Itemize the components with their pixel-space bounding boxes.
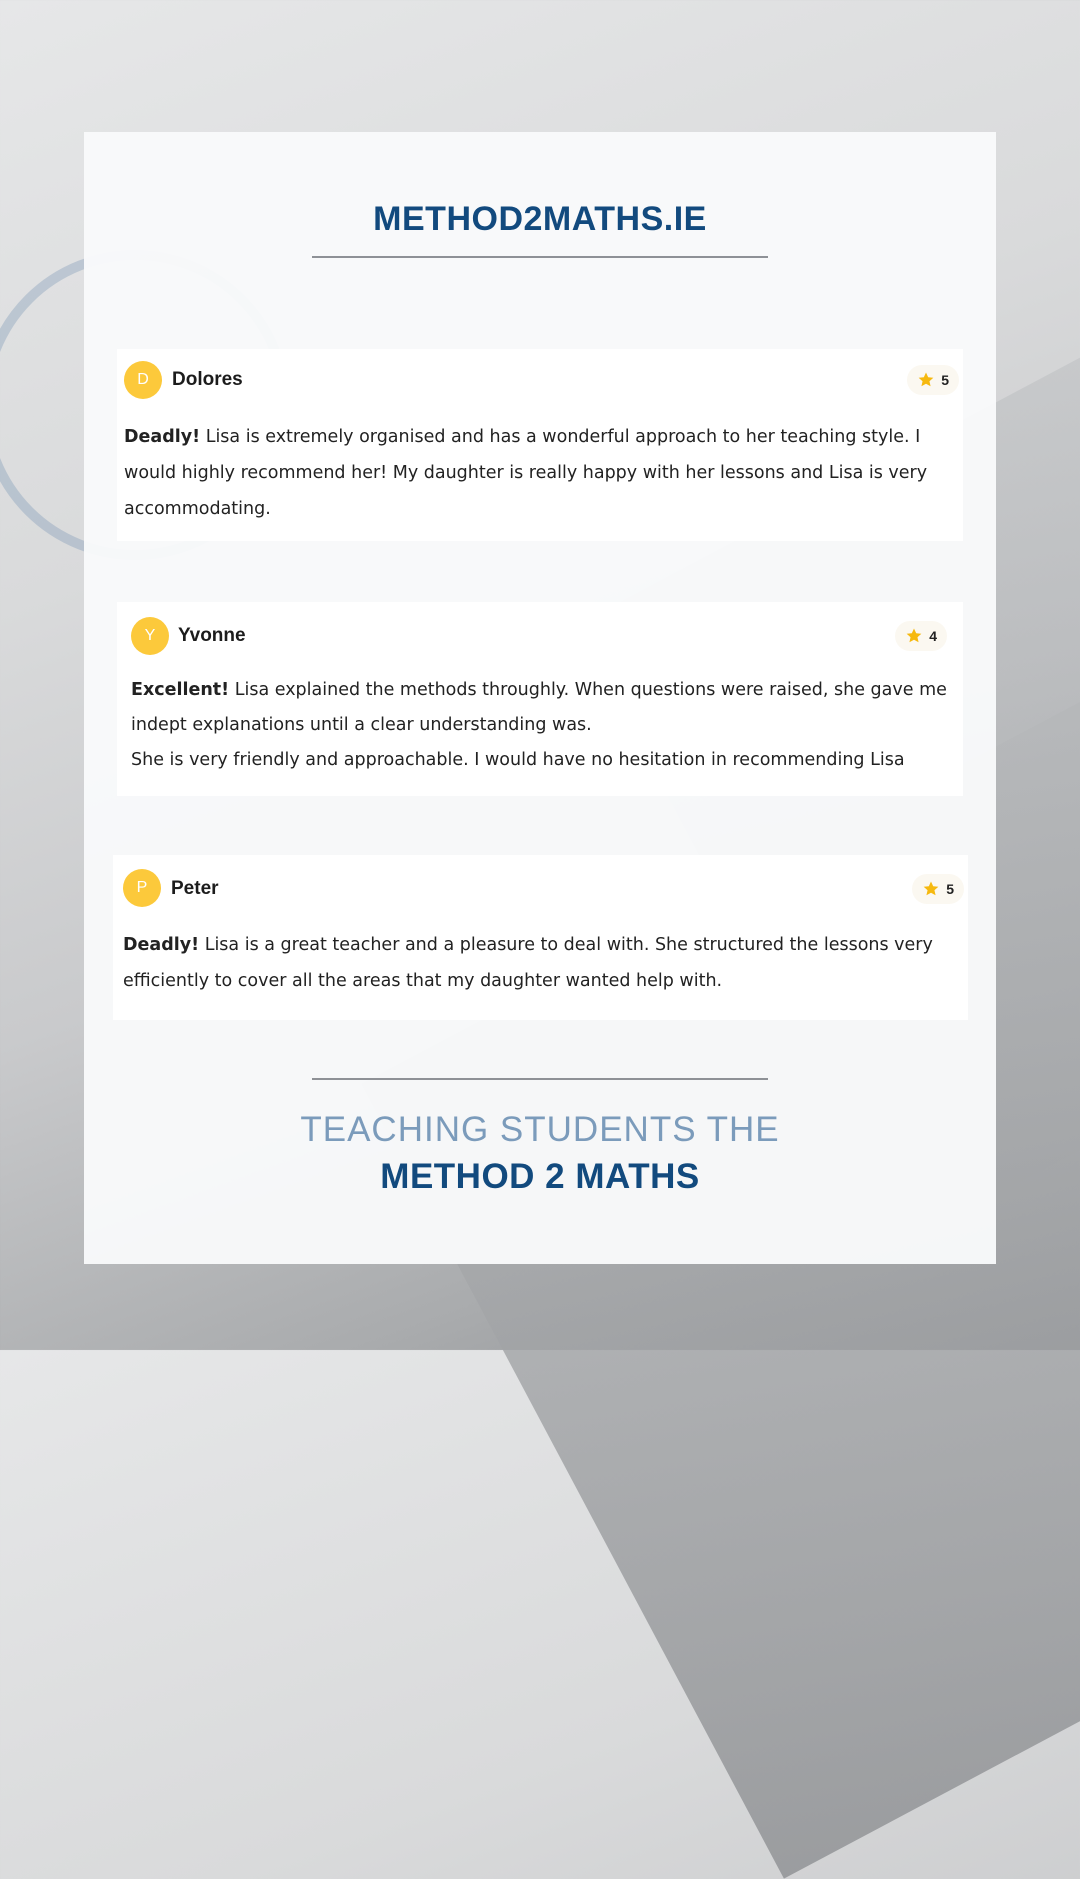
review-card (117, 602, 963, 796)
review-card (113, 855, 968, 1020)
review-text (123, 927, 958, 999)
avatar: D (124, 361, 162, 399)
star-icon (917, 371, 935, 389)
tagline-line-2: METHOD 2 MATHS (380, 1157, 700, 1196)
review-header (113, 869, 968, 909)
star-icon (905, 627, 923, 645)
review-text (124, 419, 959, 527)
rating-badge (912, 874, 964, 904)
review-body: Lisa is extremely organised and has a wonderful approach to her teaching style. I would highly recommend her! My daughter is really happy with her lessons and Lisa is very accommodating. (124, 427, 928, 519)
divider-top (312, 256, 768, 258)
review-body: Lisa is a great teacher and a pleasure to deal with. She structured the lessons very efficiently to cover all the areas that my daughter wanted help with. (123, 935, 933, 991)
reviewer-name: Peter (171, 878, 219, 899)
rating-value: 4 (929, 628, 937, 644)
tagline-line-1: TEACHING STUDENTS THE (300, 1110, 780, 1149)
review-body: Lisa explained the methods throughly. When questions were raised, she gave me indept explanations until a clear understanding was. (131, 680, 947, 735)
star-icon (922, 880, 940, 898)
review-lead: Deadly! (123, 935, 200, 955)
review-header (117, 617, 963, 657)
rating-badge (895, 621, 947, 651)
avatar: Y (131, 617, 169, 655)
review-card (117, 349, 963, 541)
divider-bottom (312, 1078, 768, 1080)
review-header (117, 361, 963, 401)
avatar: P (123, 869, 161, 907)
rating-badge (907, 365, 959, 395)
review-lead: Deadly! (124, 427, 201, 447)
rating-value: 5 (946, 881, 954, 897)
rating-value: 5 (941, 372, 949, 388)
review-text (131, 673, 957, 778)
reviewer-name: Dolores (172, 369, 243, 390)
review-body-2: She is very friendly and approachable. I would have no hesitation in recommending Lisa (131, 750, 905, 770)
review-lead: Excellent! (131, 680, 230, 700)
reviewer-name: Yvonne (178, 625, 246, 646)
site-title: METHOD2MATHS.IE (373, 200, 707, 238)
